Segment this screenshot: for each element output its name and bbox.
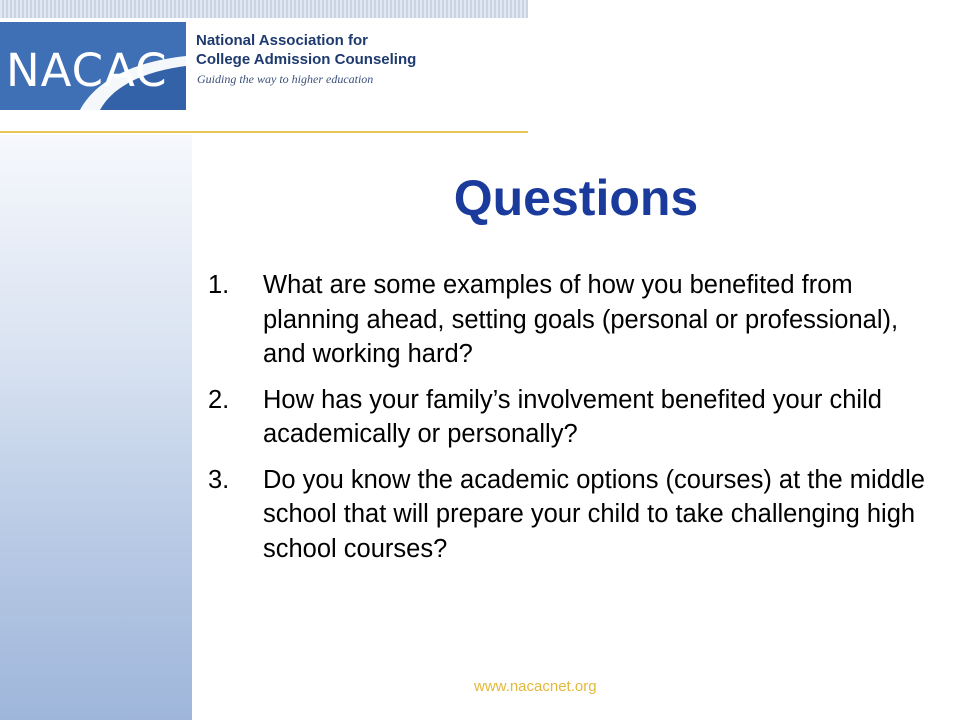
header bbox=[0, 0, 528, 135]
question-text: Do you know the academic options (courses) at the middle school that will prepare your child to take challenging high school courses? bbox=[263, 465, 925, 563]
question-list bbox=[208, 268, 928, 577]
left-gradient-band bbox=[0, 135, 192, 720]
organization-name-line-2: College Admission Counseling bbox=[196, 51, 417, 68]
organization-name bbox=[196, 31, 416, 69]
question-number: 2. bbox=[208, 385, 230, 414]
tagline: Guiding the way to higher education bbox=[197, 72, 374, 86]
footer-url: www.nacacnet.org bbox=[474, 678, 597, 695]
list-item bbox=[208, 463, 928, 567]
header-divider bbox=[0, 131, 528, 133]
slide-title: Questions bbox=[453, 170, 699, 226]
question-text: What are some examples of how you benefited from planning ahead, setting goals (personal or professional), and working hard? bbox=[263, 271, 899, 368]
question-number: 1. bbox=[208, 271, 230, 299]
question-number: 3. bbox=[208, 465, 230, 494]
question-text: How has your family’s involvement benefited your child academically or personally? bbox=[263, 385, 882, 448]
header-stripe bbox=[0, 0, 528, 18]
logo-text: NACAC bbox=[6, 44, 168, 97]
organization-name-line-1: National Association for bbox=[196, 32, 368, 49]
nacac-logo bbox=[0, 22, 186, 110]
list-item bbox=[208, 268, 928, 372]
list-item bbox=[208, 383, 928, 452]
